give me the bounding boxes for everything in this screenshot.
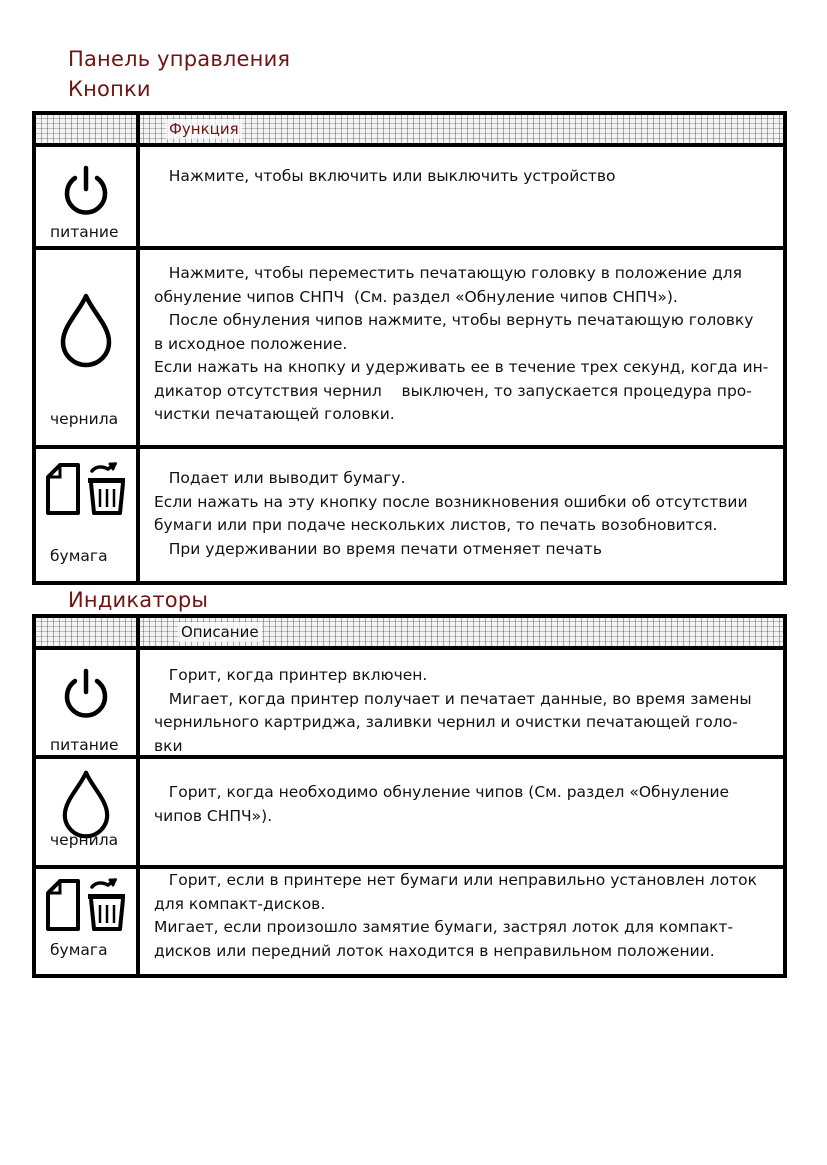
function-column-header: Функция [166,119,242,139]
table-row [36,759,783,869]
description-text: Горит, когда принтер включен. Мигает, когда принтер получает и печатает данные, во время замены чернильного картриджа, заливки чернил и очистки печатающей голо- вки [154,666,752,755]
buttons-table [32,111,787,585]
button-cell [36,147,140,246]
paper-and-cancel-icon [44,877,130,933]
indicator-cell [36,650,140,755]
table-row [36,650,783,759]
buttons-table-header [36,115,783,147]
button-cell [36,250,140,445]
indicator-label: чернила [50,831,119,849]
indicator-label: бумага [50,941,108,959]
button-label: чернила [50,410,119,428]
indicator-cell [36,759,140,865]
indicators-table-header [36,618,783,650]
ink-drop-icon [60,292,112,368]
description-text: Подает или выводит бумагу. Если нажать на эту кнопку после возникновения ошибки об отсутствии бумаги или при подаче нескольких листов, то печать возобновится. При удерживании во время печати отменяет печать [154,469,748,558]
ink-drop-icon [60,769,112,839]
table-row [36,869,783,974]
button-label: бумага [50,547,108,565]
table-row [36,449,783,581]
power-icon [60,668,112,720]
description-text: Нажмите, чтобы переместить печатающую головку в положение для обнуление чипов СНПЧ (См. раздел «Обнуление чипов СНПЧ»). После обнуления чипов нажмите, чтобы вернуть печатающую головку в исходное положение. Если нажать на кнопку и удерживать ее в течение трех секунд, когда ин- дикатор отсутствия чернил выключен, то запускается процедура про- чистки печатающей головки. [154,264,769,423]
page-title: Панель управления [68,47,291,71]
description-text: Горит, когда необходимо обнуление чипов (См. раздел «Обнуление чипов СНПЧ»). [154,783,730,825]
description-column-header: Описание [178,622,262,642]
button-cell [36,449,140,581]
table-row [36,147,783,250]
description-text: Нажмите, чтобы включить или выключить устройство [154,167,616,185]
header-divider [136,618,140,646]
header-divider [136,115,140,143]
description-text: Горит, если в принтере нет бумаги или неправильно установлен лоток для компакт-дисков. Мигает, если произошло замятие бумаги, застрял лоток для компакт- дисков или передний лоток находится в неправильном положении. [154,871,757,960]
button-label: питание [50,223,119,241]
section-heading-indicators: Индикаторы [68,588,209,612]
paper-and-cancel-icon [44,461,130,517]
section-heading-buttons: Кнопки [68,77,151,101]
table-row [36,250,783,449]
power-icon [60,165,112,217]
indicator-label: питание [50,736,119,754]
indicator-cell [36,869,140,974]
indicators-table [32,614,787,978]
